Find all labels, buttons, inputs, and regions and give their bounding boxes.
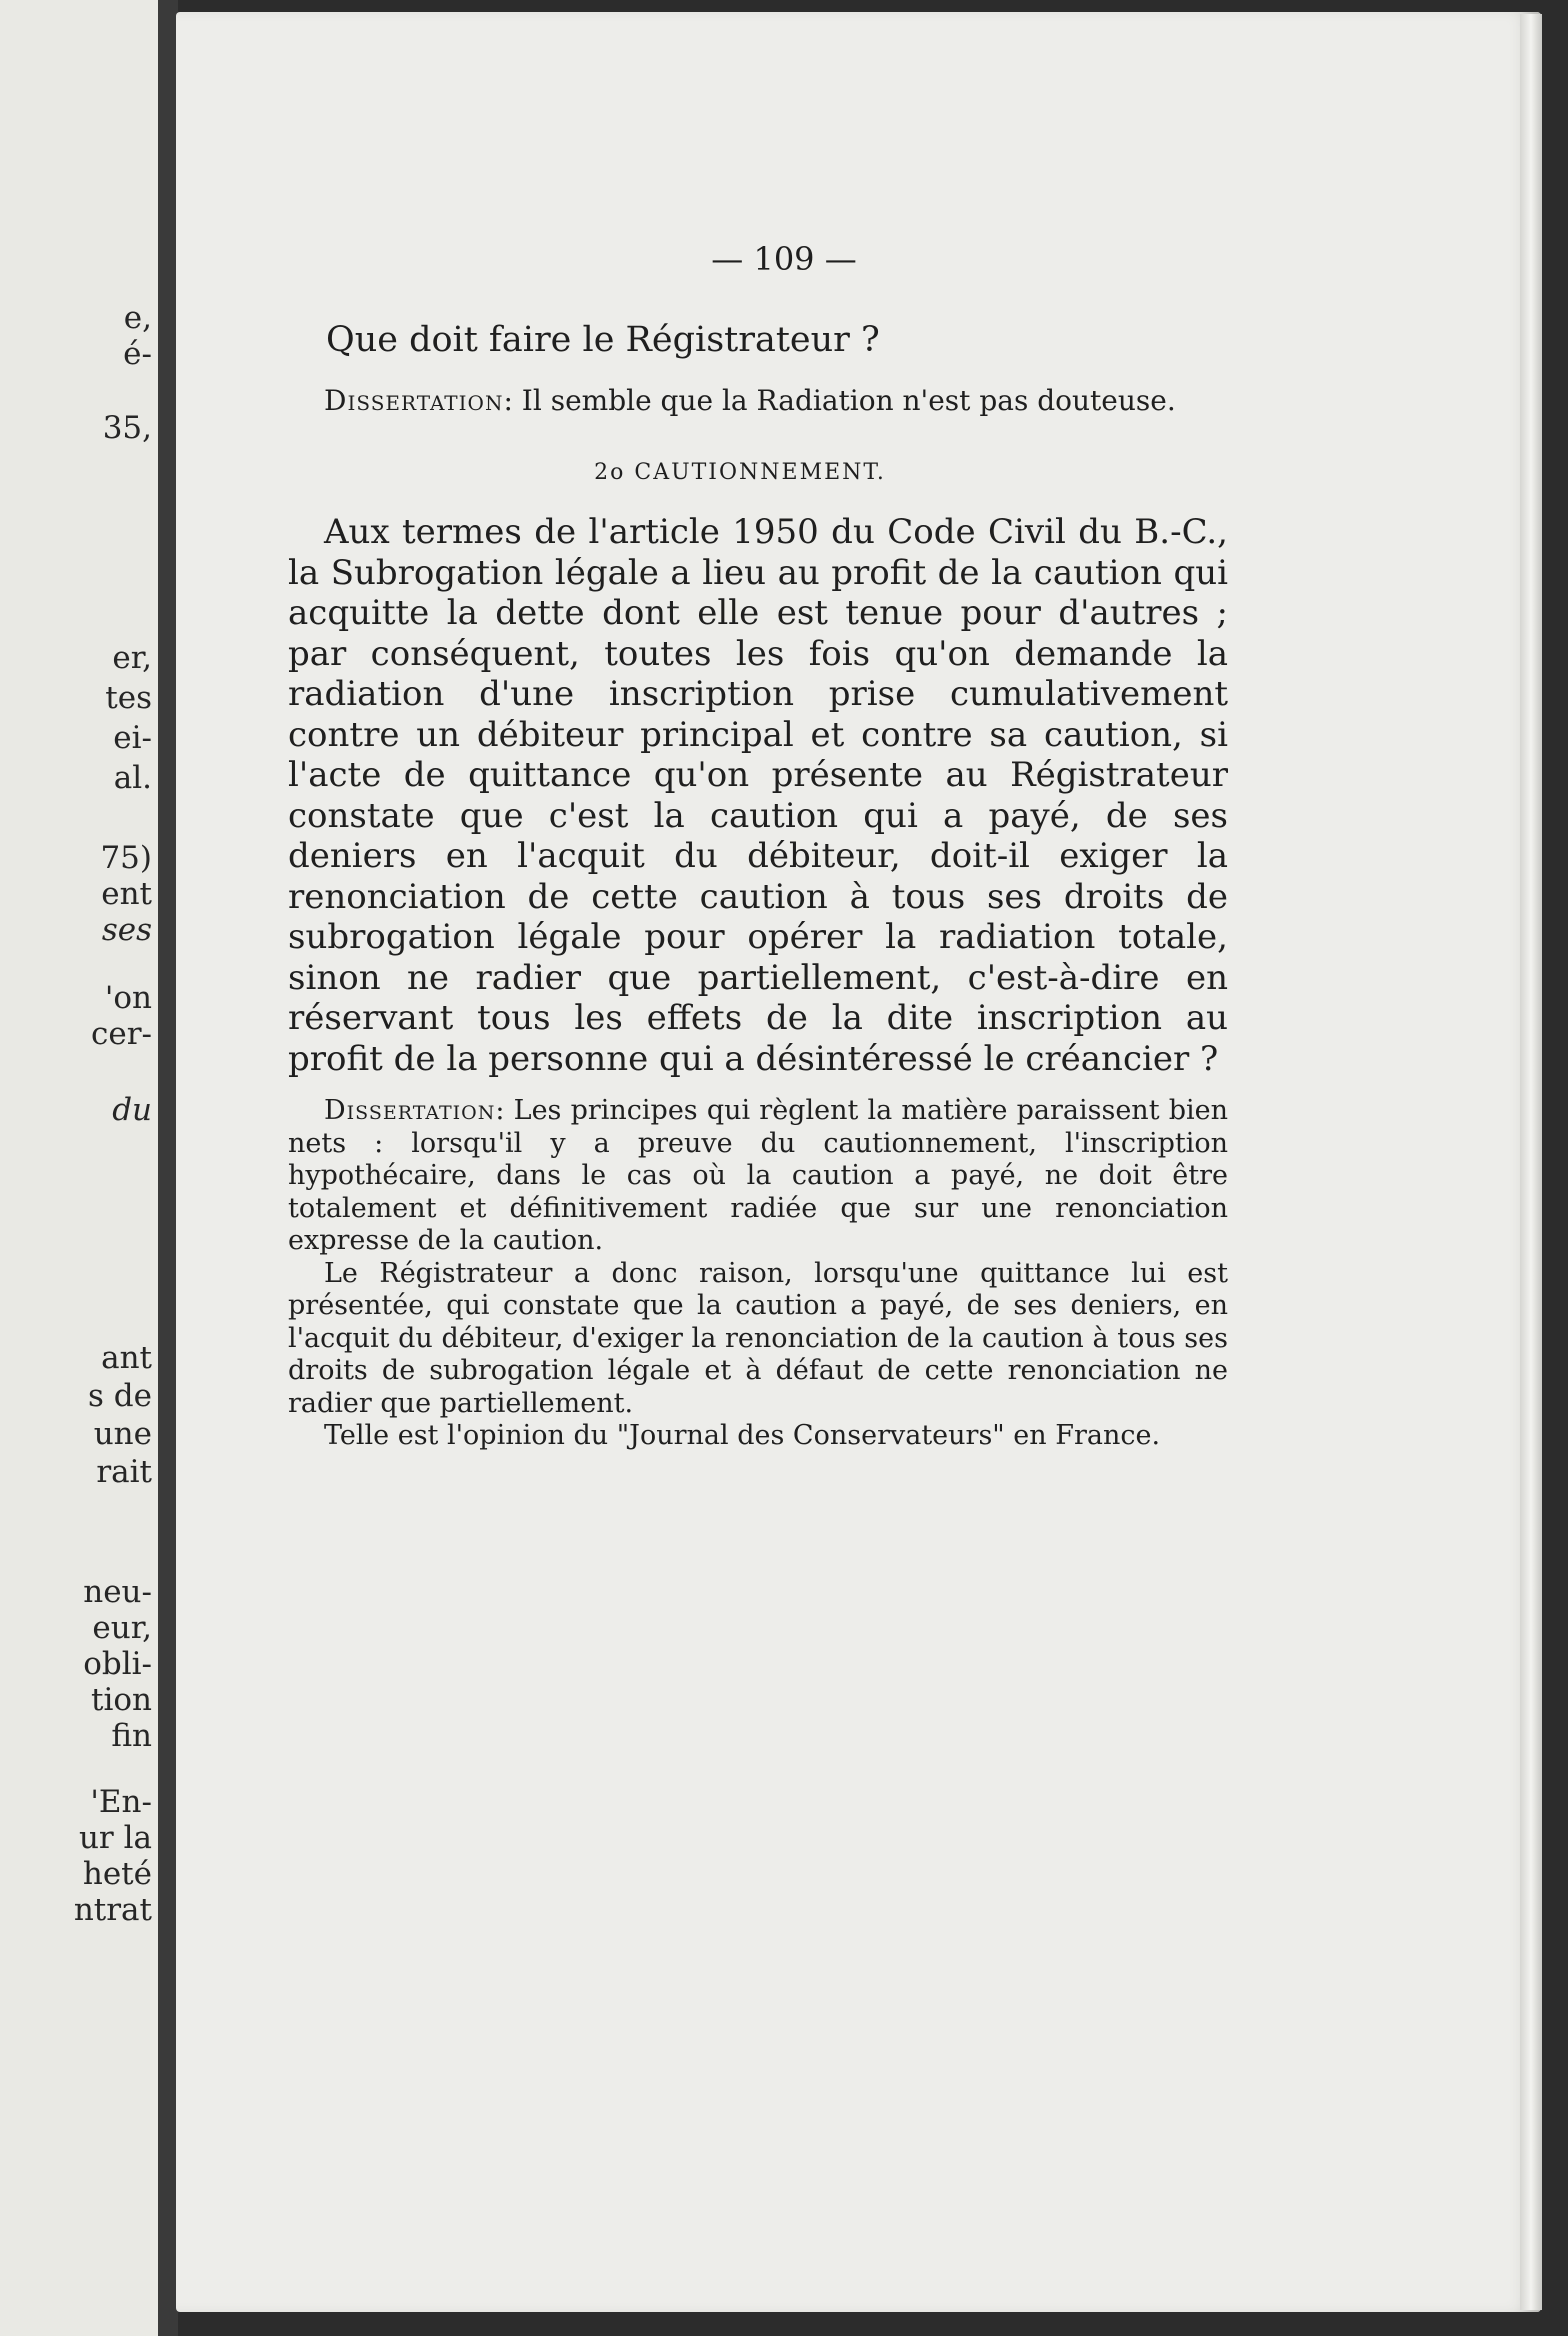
- dissertation-text: : Les principes qui règlent la matière paraissent bien nets : lorsqu'il y a preuve du cautionnement, l'inscription hypothécaire, dans le cas où la caution a payé, ne doit être totalement et définitivement radiée que sur une renonciation expresse de la caution.: [288, 1095, 1228, 1256]
- page-edge: [1520, 14, 1542, 2310]
- dissertation-1: [288, 382, 1228, 420]
- left-page-edge: [0, 0, 158, 2336]
- dissertation-2: [288, 1095, 1228, 1453]
- left-text-fragment: er,: [112, 640, 152, 676]
- left-text-fragment: tion: [90, 1682, 152, 1718]
- left-text-fragment: ur la: [78, 1820, 152, 1856]
- left-text-fragment: neu-: [83, 1574, 152, 1610]
- left-text-fragment: rait: [96, 1454, 152, 1490]
- left-text-fragment: fin: [111, 1718, 152, 1754]
- question-heading: Que doit faire le Régistrateur ?: [326, 320, 880, 360]
- left-text-fragment: heté: [82, 1856, 152, 1892]
- dissertation-label: Dissertation: [324, 384, 504, 417]
- left-text-fragment: 'En-: [90, 1784, 152, 1820]
- left-text-fragment: cer-: [90, 1016, 152, 1052]
- left-text-fragment: du: [112, 1092, 152, 1128]
- left-text-fragment: tes: [105, 680, 152, 716]
- section-heading: 2o CAUTIONNEMENT.: [594, 460, 886, 485]
- left-text-fragment: 'on: [104, 980, 152, 1016]
- book-gutter: [158, 0, 178, 2336]
- left-text-fragment: 75): [100, 840, 152, 876]
- left-text-fragment: ntrat: [73, 1892, 152, 1928]
- left-text-fragment: s de: [88, 1378, 152, 1414]
- left-text-fragment: ei-: [113, 720, 152, 756]
- main-paragraph: [288, 512, 1228, 1079]
- left-text-fragment: obli-: [83, 1646, 152, 1682]
- dissertation-label: Dissertation: [324, 1095, 496, 1126]
- dissertation-text: : Il semble que la Radiation n'est pas douteuse.: [503, 384, 1176, 417]
- dissertation-2-para-2: Le Régistrateur a donc raison, lorsqu'une quittance lui est présentée, qui constate que la caution a payé, de ses deniers, en l'acquit du débiteur, d'exiger la renonciation de la caution à tous ses droits de subrogation légale et à défaut de cette renonciation ne radier que partiellement.: [288, 1257, 1228, 1419]
- left-text-fragment: é-: [123, 336, 152, 372]
- left-text-fragment: 35,: [102, 410, 152, 446]
- main-paragraph-text: Aux termes de l'article 1950 du Code Civil du B.-C., la Subrogation légale a lieu au profit de la caution qui acquitte la dette dont elle est tenue pour d'autres ; par conséquent, toutes les fois qu'on demande la radiation d'une inscription prise cumulativement contre un débiteur principal et contre sa caution, si l'acte de quittance qu'on présente au Régistrateur constate que c'est la caution qui a payé, de ses deniers en l'acquit du débiteur, doit-il exiger la renonciation de cette caution à tous ses droits de subrogation légale pour opérer la radiation totale, sinon ne radier que partiellement, c'est-à-dire en réservant tous les effets de la dite inscription au profit de la personne qui a désintéressé le créancier ?: [288, 512, 1228, 1079]
- left-text-fragment: eur,: [92, 1610, 152, 1646]
- page-number: — 109 —: [711, 240, 857, 278]
- left-text-fragment: e,: [123, 300, 152, 336]
- left-text-fragment: ses: [101, 912, 152, 948]
- left-text-fragment: al.: [113, 760, 152, 796]
- left-text-fragment: ent: [101, 876, 152, 912]
- dissertation-2-para-3: Telle est l'opinion du "Journal des Conservateurs" en France.: [324, 1420, 1161, 1451]
- left-text-fragment: ant: [101, 1340, 152, 1376]
- left-text-fragment: une: [93, 1416, 152, 1452]
- dissertation-2-para: [288, 1095, 1228, 1258]
